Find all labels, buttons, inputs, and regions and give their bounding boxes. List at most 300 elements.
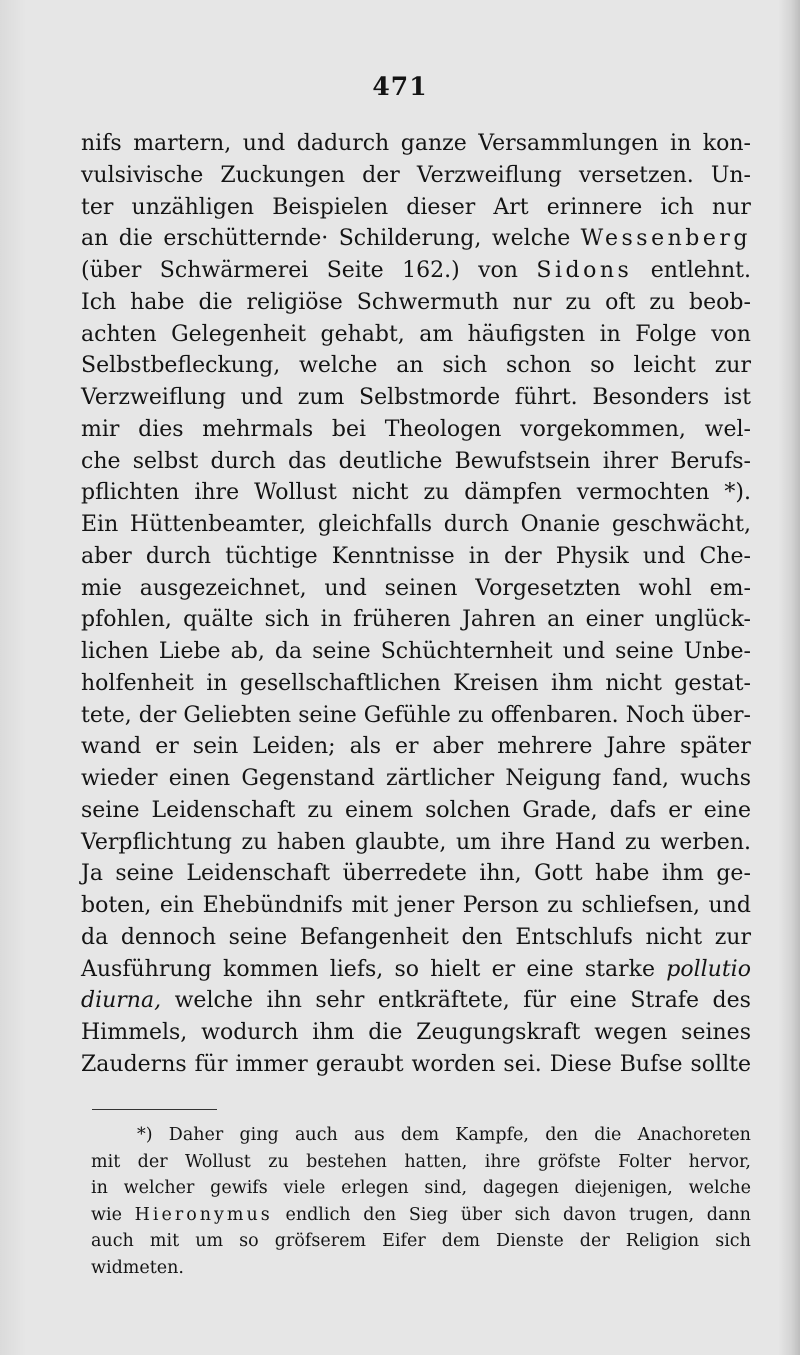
word: seine (298, 702, 357, 728)
word: er (491, 956, 516, 982)
word: wand (81, 734, 142, 760)
word: nur (712, 194, 751, 220)
word: seine (81, 797, 140, 823)
word: gesellschaftlichen (239, 670, 441, 696)
word: Daher (168, 1125, 224, 1145)
word: Kampfe, (455, 1125, 529, 1145)
word: (über (81, 258, 142, 283)
text-line (81, 541, 751, 573)
word: Wollust (184, 1151, 251, 1172)
word: seine (115, 861, 174, 887)
word: dafs (609, 797, 657, 823)
word: als (349, 734, 382, 760)
footnote-divider (92, 1109, 217, 1110)
word: ihrer (602, 448, 659, 474)
word: Berufs- (670, 448, 751, 474)
word: Sidons (536, 258, 633, 283)
word: er (155, 734, 179, 760)
word: des (712, 988, 751, 1014)
word: Geliebten (183, 702, 292, 728)
word: seines (681, 1020, 751, 1045)
body-text (81, 128, 751, 1081)
word: nicht (645, 924, 703, 950)
word: Unbe- (683, 639, 751, 664)
footnote-line (91, 1255, 751, 1282)
word: sei. (503, 1051, 542, 1077)
word: oft (605, 289, 636, 315)
word: Ein (81, 512, 119, 537)
scan-shadow-right (778, 0, 800, 1355)
word: ihn (266, 988, 302, 1014)
text-line (81, 160, 751, 192)
word: an (81, 226, 109, 252)
word: diurna, (81, 988, 162, 1014)
footnote-line (91, 1122, 751, 1149)
word: überredete (342, 861, 467, 887)
word: Schüchternheit (380, 639, 553, 664)
word: wegen (594, 1020, 668, 1045)
word: Un- (710, 162, 751, 188)
footnote-line (91, 1175, 751, 1202)
word: Strafe (630, 988, 700, 1014)
word: bei (331, 416, 367, 442)
word: eine (526, 956, 574, 982)
word: glaubte, (355, 829, 447, 855)
word: Zeugungskraft (416, 1020, 581, 1045)
word: am (419, 321, 454, 347)
word: Noch (625, 702, 685, 728)
word: vorgekommen, (520, 416, 686, 442)
word: ihm (312, 1020, 355, 1045)
word: Bufse (619, 1051, 683, 1077)
word: schon (506, 353, 572, 379)
word: in (91, 1178, 108, 1198)
word: führt. (514, 385, 578, 410)
word: nifs (81, 131, 122, 156)
word: in (670, 131, 692, 156)
word: beob- (689, 289, 751, 315)
word: ich (660, 194, 694, 220)
word: *) (137, 1125, 153, 1145)
word: gewifs (210, 1178, 268, 1198)
word: pfohlen, (81, 607, 172, 633)
word: und (242, 131, 286, 156)
word: Sieg (408, 1204, 448, 1225)
text-line (81, 922, 751, 954)
word: Zauderns (81, 1051, 187, 1077)
word: einer (585, 607, 644, 633)
word: den (363, 1204, 397, 1225)
word: entlehnt. (650, 258, 751, 283)
text-line (81, 954, 751, 986)
word: von (711, 321, 751, 347)
word: Folge (635, 321, 697, 347)
text-line (81, 509, 751, 541)
footnote (91, 1122, 751, 1281)
word: sollte (690, 1051, 751, 1077)
word: entkräftete, (377, 988, 510, 1014)
word: Hand (554, 829, 616, 855)
word: an (396, 353, 424, 379)
word: ging (239, 1125, 279, 1145)
word: mehrere (497, 734, 593, 760)
word: geraubt (315, 1051, 404, 1077)
word: welche (174, 988, 253, 1014)
word: schliefsen, (581, 893, 700, 918)
word: kommen (223, 956, 319, 982)
word: Wessenberg (580, 226, 751, 252)
word: wuchs (680, 766, 751, 791)
word: wieder (81, 766, 158, 791)
word: dadurch (296, 131, 390, 156)
word: geschwächt, (611, 512, 751, 537)
word: immer (235, 1051, 308, 1077)
word: Hieronymus (134, 1204, 273, 1225)
word: tete, (81, 702, 132, 728)
text-line (81, 795, 751, 827)
word: auch (91, 1231, 134, 1251)
word: endlich (285, 1204, 351, 1225)
word: Verpflichtung (81, 829, 232, 855)
word: dieser (406, 194, 476, 220)
text-line (81, 350, 751, 382)
word: starke (584, 956, 656, 982)
word: ter (81, 194, 114, 220)
word: die (594, 1125, 622, 1145)
word: nicht (351, 480, 409, 506)
word: Religion (625, 1231, 700, 1251)
word: aber (432, 734, 484, 760)
word: gehabt, (320, 321, 405, 347)
word: früheren (353, 607, 451, 633)
word: wel- (704, 416, 751, 442)
word: viele (283, 1178, 326, 1198)
word: von (478, 258, 518, 283)
word: kon- (702, 131, 751, 156)
word: holfenheit (81, 670, 194, 696)
word: hatten, (404, 1151, 468, 1172)
word: Ausführung (81, 956, 212, 982)
word: Beispielen (272, 194, 389, 220)
word: seine (312, 639, 371, 664)
word: lichen (81, 639, 149, 664)
word: mir (81, 416, 120, 442)
word: Dienste (496, 1231, 564, 1251)
word: und (240, 385, 284, 410)
word: Gegenstand (241, 766, 375, 791)
word: mie (81, 575, 122, 601)
word: und (708, 893, 751, 918)
text-line (81, 1017, 751, 1049)
word: Verzweiflung (416, 162, 562, 188)
word: welche (299, 353, 378, 379)
scan-shadow-left (0, 0, 26, 1355)
word: so (394, 956, 420, 982)
word: pflichten (81, 480, 180, 506)
word: zu (547, 893, 574, 918)
word: selbst (132, 448, 199, 474)
word: 162.) (402, 258, 460, 283)
word: sich (514, 1204, 551, 1225)
word: versetzen. (578, 162, 694, 188)
text-line (81, 858, 751, 890)
word: achten (81, 321, 157, 347)
word: ein (159, 893, 195, 918)
word: der (362, 162, 400, 188)
text-line (81, 668, 751, 700)
word: einem (345, 797, 414, 823)
word: zu (268, 1151, 289, 1172)
word: die (198, 289, 233, 315)
word: religiöse (246, 289, 343, 315)
word: für (523, 988, 557, 1014)
word: habe (130, 289, 185, 315)
word: hervor, (688, 1151, 751, 1172)
text-line (81, 700, 751, 732)
word: trugen, (629, 1204, 695, 1225)
word: Leidenschaft (151, 797, 296, 823)
word: zu (625, 829, 651, 855)
word: leicht (633, 353, 696, 379)
word: für (194, 1051, 228, 1077)
word: in (599, 321, 621, 347)
word: Selbstmorde (359, 385, 501, 410)
word: boten, (81, 893, 152, 918)
word: Gelegenheit (171, 321, 307, 347)
word: dem (400, 1125, 440, 1145)
word: gröfste (537, 1151, 601, 1172)
word: eine (569, 988, 617, 1014)
word: Grade, (522, 797, 598, 823)
word: Schwermuth (356, 289, 499, 315)
text-line (81, 827, 751, 859)
word: ab, (230, 639, 265, 664)
word: fand, (612, 766, 669, 791)
word: che (81, 448, 121, 474)
text-line (81, 446, 751, 478)
word: mehrmals (202, 416, 314, 442)
word: erschütternde· (163, 226, 329, 252)
word: offenbaren. (490, 702, 619, 728)
word: Selbstbefleckung, (81, 353, 281, 379)
word: werben. (660, 829, 751, 855)
word: ihre (500, 829, 546, 855)
text-line (81, 985, 751, 1017)
word: jener (396, 893, 455, 918)
word: Art (493, 194, 529, 220)
text-line (81, 731, 751, 763)
word: einen (168, 766, 231, 791)
word: dämpfen (464, 480, 562, 506)
word: unzähligen (131, 194, 255, 220)
word: um (455, 829, 491, 855)
word: martern, (133, 131, 232, 156)
word: den (461, 924, 503, 950)
text-line (81, 890, 751, 922)
word: zu (307, 797, 334, 823)
word: Physik (555, 543, 629, 569)
word: und (642, 543, 686, 569)
word: den (545, 1125, 579, 1145)
word: da (274, 639, 303, 664)
word: durch (210, 448, 276, 474)
word: Verzweiflung (81, 385, 226, 410)
word: ihm (661, 861, 704, 887)
word: um (195, 1231, 224, 1251)
word: welche (688, 1178, 751, 1198)
word: das (287, 448, 327, 474)
word: Jahre (606, 734, 667, 760)
word: die (368, 1020, 403, 1045)
word: aber (81, 543, 132, 569)
word: in (320, 607, 342, 633)
word: gestat- (674, 670, 751, 696)
word: Liebe (158, 639, 221, 664)
word: habe (595, 861, 650, 887)
word: haben (276, 829, 346, 855)
word: eine (703, 797, 751, 823)
word: und (324, 575, 367, 601)
text-line (81, 319, 751, 351)
word: durch (145, 543, 212, 569)
footnote-line (91, 1202, 751, 1229)
word: Theologen (384, 416, 502, 442)
text-line (81, 414, 751, 446)
word: quälte (183, 607, 254, 633)
word: *). (724, 480, 751, 506)
word: sind, (424, 1178, 468, 1198)
word: Bewufstsein (454, 448, 591, 474)
word: worden (411, 1051, 496, 1077)
word: bestehen (306, 1151, 387, 1172)
word: widmeten. (91, 1257, 184, 1278)
word: durch (443, 512, 510, 537)
text-line (81, 477, 751, 509)
word: ihm (551, 670, 594, 696)
word: mit (351, 893, 389, 918)
word: wodurch (201, 1020, 299, 1045)
word: und (562, 639, 606, 664)
word: zu (457, 702, 484, 728)
word: Besonders (592, 385, 710, 410)
word: Diese (549, 1051, 612, 1077)
text-line (81, 223, 751, 255)
word: zu (423, 480, 450, 506)
word: sein (192, 734, 239, 760)
word: ist (723, 385, 751, 410)
word: Ehebündnifs (202, 893, 343, 918)
word: Seite (326, 258, 384, 283)
word: seine (615, 639, 674, 664)
word: Gott (534, 861, 583, 887)
word: ausgezeichnet, (139, 575, 307, 601)
word: Leiden; (252, 734, 336, 760)
word: die (118, 226, 153, 252)
word: zu (649, 289, 676, 315)
word: liefs, (329, 956, 384, 982)
word: tüchtige (225, 543, 318, 569)
word: diejenigen, (574, 1178, 673, 1198)
text-line (81, 287, 751, 319)
word: so (590, 353, 615, 379)
word: ihre (484, 1151, 521, 1172)
word: seinen (384, 575, 458, 601)
word: zu (241, 829, 268, 855)
word: em- (709, 575, 751, 601)
word: Himmels, (81, 1020, 188, 1045)
word: zur (714, 924, 751, 950)
word: sich (264, 607, 310, 633)
text-line (81, 382, 751, 414)
word: Entschlufs (515, 924, 633, 950)
word: wohl (638, 575, 692, 601)
word: Schwärmerei (159, 258, 309, 283)
word: Gefühle (363, 702, 451, 728)
word: er (668, 797, 692, 823)
word: so (239, 1231, 259, 1251)
word: welche (491, 226, 571, 252)
word: sich (715, 1231, 751, 1251)
word: der (504, 543, 542, 569)
word: Kreisen (453, 670, 539, 696)
text-line (81, 604, 751, 636)
word: hielt (430, 956, 481, 982)
word: dies (138, 416, 184, 442)
word: Vorgesetzten (475, 575, 621, 601)
word: zum (297, 385, 345, 410)
footnote-line (91, 1228, 751, 1255)
word: mit (149, 1231, 180, 1251)
word: ge- (716, 861, 751, 887)
text-line (81, 128, 751, 160)
word: dann (706, 1204, 751, 1225)
word: der (579, 1231, 610, 1251)
word: dem (441, 1231, 480, 1251)
word: gleichfalls (317, 512, 433, 537)
word: an (547, 607, 575, 633)
word: auch (294, 1125, 338, 1145)
word: ihn, (479, 861, 522, 887)
word: solchen (425, 797, 511, 823)
word: Jahren (462, 607, 536, 633)
text-line (81, 1049, 751, 1081)
word: der (138, 702, 177, 728)
page-number: 471 (372, 72, 428, 101)
word: aus (353, 1125, 385, 1145)
word: Leidenschaft (186, 861, 331, 887)
word: unglück- (654, 607, 751, 633)
text-line (81, 636, 751, 668)
word: später (680, 734, 751, 760)
word: Wollust (254, 480, 337, 506)
word: häufigsten (467, 321, 586, 347)
word: wie (91, 1204, 122, 1225)
word: Onanie (520, 512, 601, 537)
word: dennoch (120, 924, 217, 950)
word: nur (512, 289, 552, 315)
word: welcher (123, 1178, 195, 1198)
word: Ja (81, 861, 103, 887)
word: sich (442, 353, 488, 379)
word: da (81, 924, 109, 950)
text-line (81, 192, 751, 224)
word: seine (228, 924, 288, 950)
word: erinnere (546, 194, 643, 220)
word: Eifer (382, 1231, 426, 1251)
footnote-line (91, 1149, 751, 1176)
word: erlegen (341, 1178, 409, 1198)
word: Ich (81, 289, 117, 315)
